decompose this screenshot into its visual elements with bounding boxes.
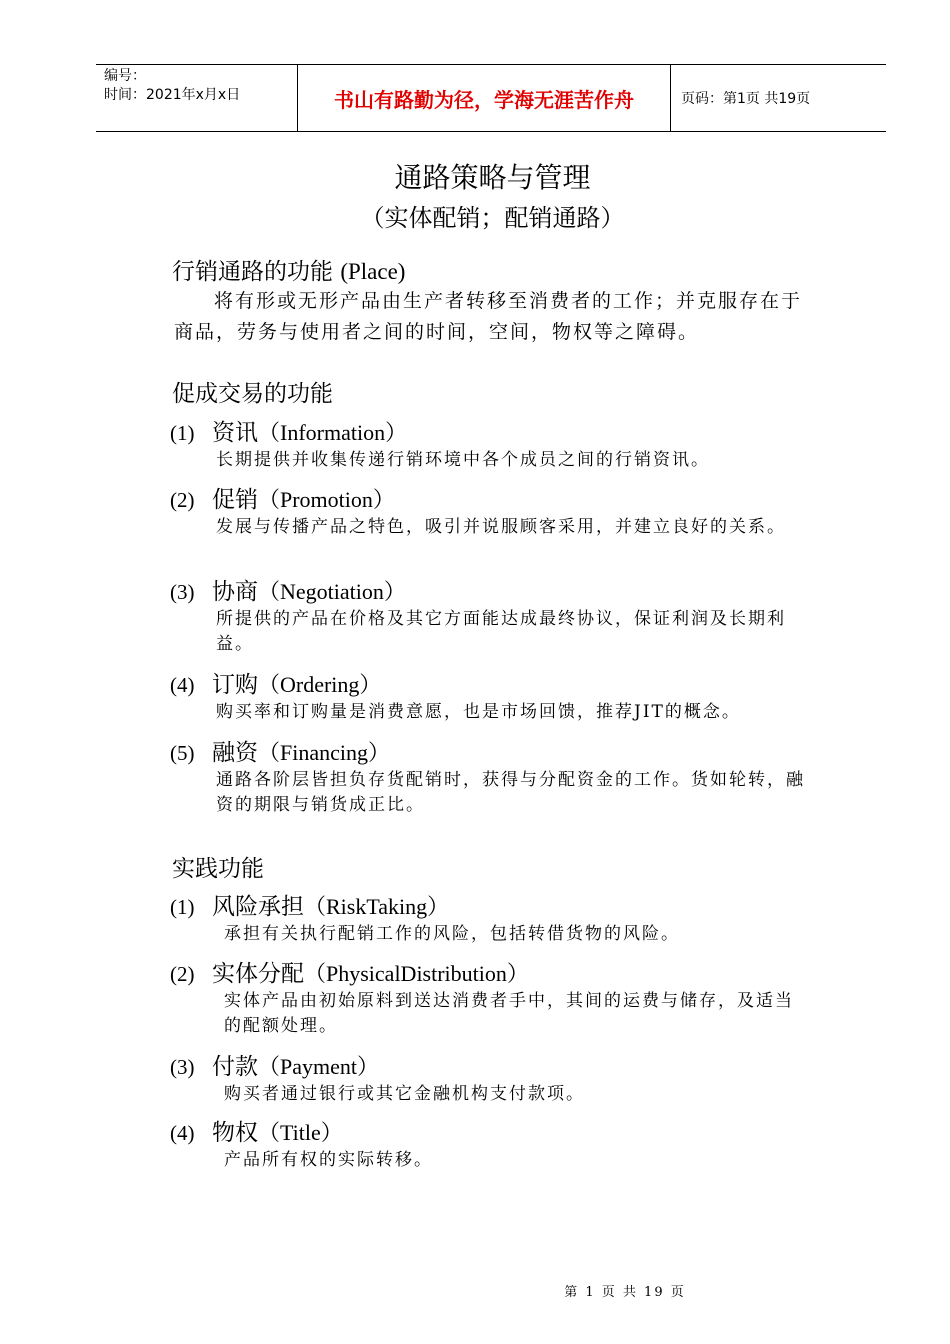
item-description: 产品所有权的实际转移。	[224, 1150, 433, 1170]
item-title-en: （Promotion）	[258, 487, 395, 512]
section-heading-en: (Place)	[340, 259, 406, 284]
item-description: 实体产品由初始原料到送达消费者手中，其间的运费与储存，及适当的配额处理。	[224, 991, 794, 1036]
item-title-en: （Title）	[258, 1120, 343, 1145]
item-description: 发展与传播产品之特色，吸引并说服顾客采用，并建立良好的关系。	[216, 517, 786, 537]
document-title: 通路策略与管理	[394, 161, 591, 194]
item-number: (2)	[170, 962, 195, 986]
list-item	[170, 670, 816, 725]
item-description: 长期提供并收集传递行销环境中各个成员之间的行销资讯。	[216, 450, 710, 470]
list-item	[170, 485, 816, 540]
list-item	[170, 959, 804, 1039]
section-paragraph	[174, 286, 814, 348]
item-title-en: （RiskTaking）	[304, 894, 450, 919]
item-number: (3)	[170, 1055, 195, 1079]
item-number: (1)	[170, 895, 195, 919]
document-subtitle: （实体配销；配销通路）	[360, 204, 625, 232]
paragraph-text: 将有形或无形产品由生产者转移至消费者的工作；并克服存在于商品，劳务与使用者之间的时间，空间，物权等之障碍。	[174, 290, 803, 343]
item-title-en: （PhysicalDistribution）	[304, 961, 529, 986]
section-heading-transaction: 促成交易的功能	[172, 381, 333, 407]
header-motto: 书山有路勤为径，学海无涯苦作舟	[298, 65, 671, 131]
item-description: 承担有关执行配销工作的风险，包括转借货物的风险。	[224, 924, 680, 944]
page-footer: 第 1 页 共 19 页	[564, 1285, 686, 1300]
item-number: (4)	[170, 1121, 195, 1145]
item-number: (1)	[170, 421, 195, 445]
item-number: (4)	[170, 673, 195, 697]
item-title: 资讯	[212, 420, 258, 446]
item-title-en: （Financing）	[258, 740, 390, 765]
item-title-en: （Negotiation）	[258, 579, 406, 604]
list-item	[170, 577, 816, 657]
item-description: 购买率和订购量是消费意愿，也是市场回馈，推荐JIT的概念。	[216, 702, 741, 722]
list-item	[170, 1118, 804, 1173]
section-heading-practice: 实践功能	[172, 856, 264, 882]
item-number: (3)	[170, 580, 195, 604]
item-title-en: （Payment）	[258, 1054, 379, 1079]
list-item	[170, 1052, 804, 1107]
item-description: 通路各阶层皆担负存货配销时，获得与分配资金的工作。货如轮转，融资的期限与销货成正比。	[216, 770, 805, 815]
page-header	[96, 64, 886, 132]
item-title: 实体分配	[212, 961, 304, 987]
header-meta	[96, 65, 298, 131]
item-title: 付款	[212, 1054, 258, 1080]
item-number: (5)	[170, 741, 195, 765]
list-item	[170, 738, 816, 818]
section-heading-cn: 行销通路的功能	[172, 259, 333, 285]
number-label: 编号：	[104, 68, 146, 84]
item-number: (2)	[170, 488, 195, 512]
item-description: 所提供的产品在价格及其它方面能达成最终协议，保证利润及长期利益。	[216, 609, 786, 654]
section-heading-place	[172, 253, 405, 286]
item-title: 融资	[212, 740, 258, 766]
list-item	[170, 418, 816, 473]
item-title: 协商	[212, 579, 258, 605]
item-title: 风险承担	[212, 894, 304, 920]
item-title: 订购	[212, 672, 258, 698]
item-title-en: （Ordering）	[258, 672, 382, 697]
item-title-en: （Information）	[258, 420, 408, 445]
item-title: 促销	[212, 487, 258, 513]
item-description: 购买者通过银行或其它金融机构支付款项。	[224, 1084, 585, 1104]
list-item	[170, 892, 804, 947]
item-title: 物权	[212, 1120, 258, 1146]
header-page-info: 页码：第1页 共19页	[681, 91, 811, 107]
time-label: 时间：2021年x月x日	[104, 87, 241, 103]
